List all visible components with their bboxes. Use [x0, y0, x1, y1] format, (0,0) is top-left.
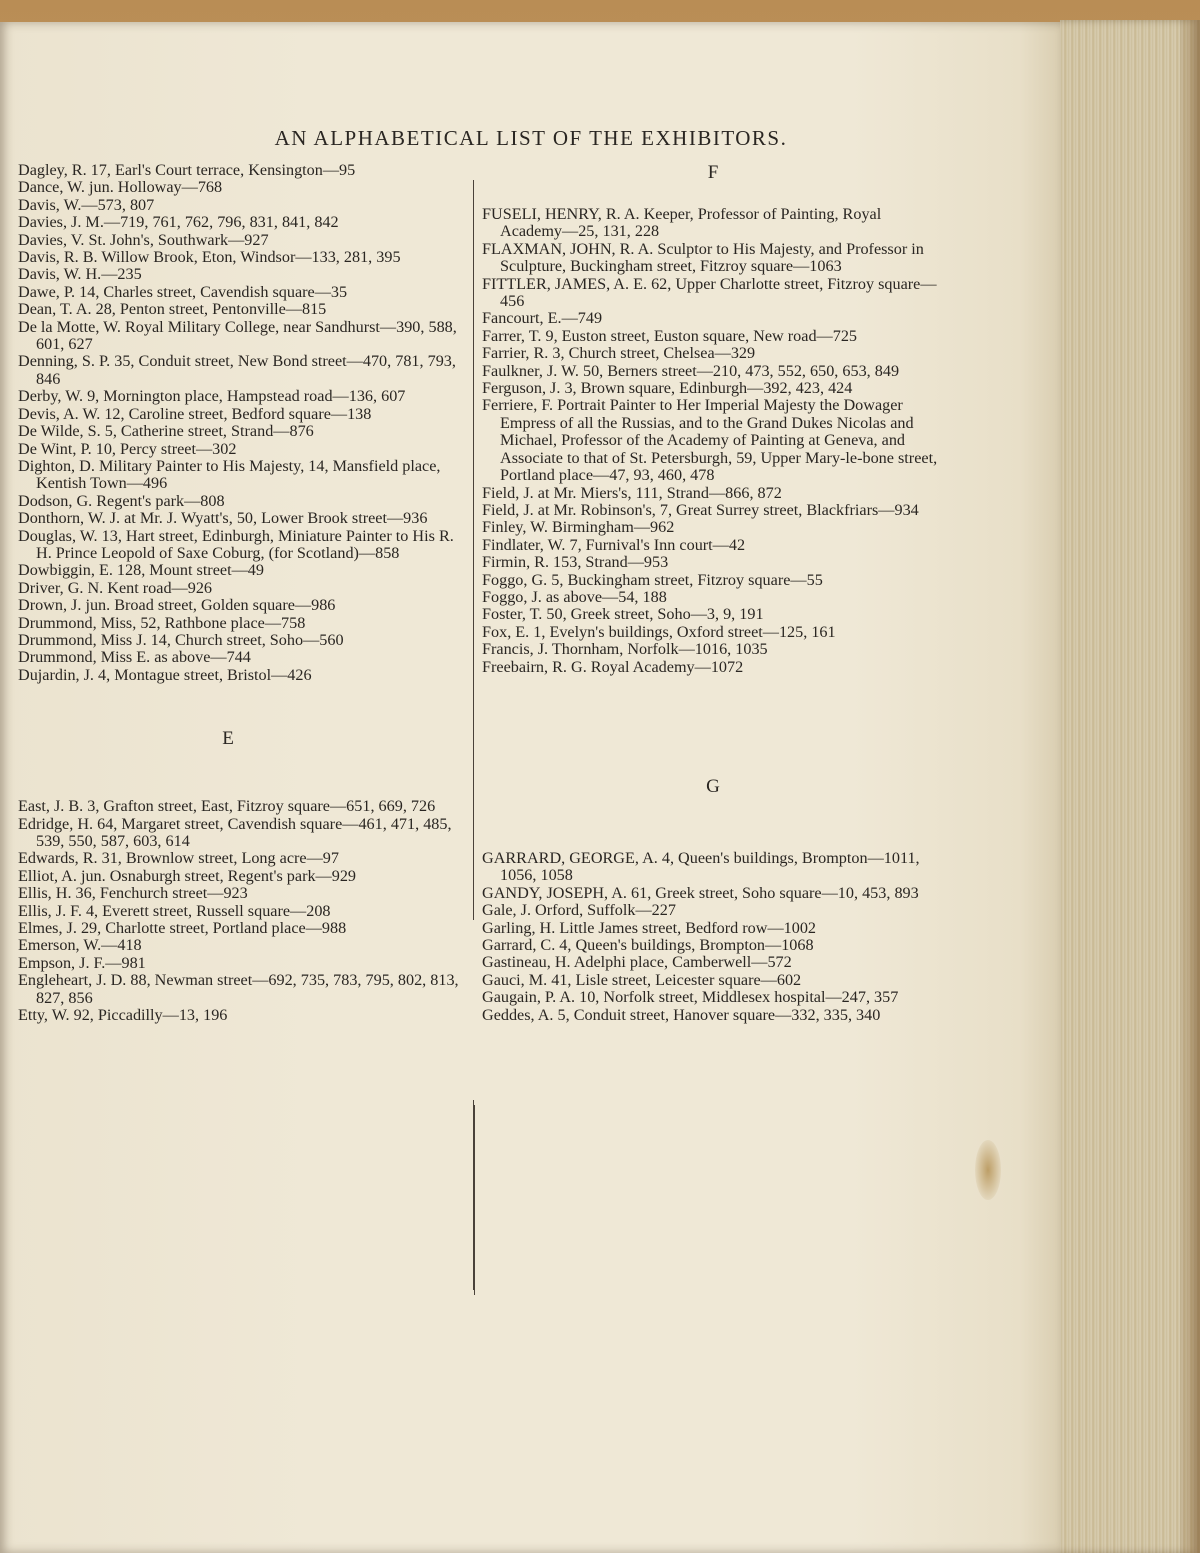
list-item: GARRARD, GEORGE, A. 4, Queen's buildings, Brompton—1011, 1056, 1058	[482, 848, 920, 885]
list-item: FUSELI, HENRY, R. A. Keeper, Professor of Painting, Royal Academy—25, 131, 228	[482, 205, 882, 241]
list-item: De Wilde, S. 5, Catherine street, Strand—876	[18, 422, 314, 441]
section-d-list	[18, 162, 468, 684]
spacer	[482, 184, 944, 206]
spacer	[482, 798, 944, 850]
list-item: Gauci, M. 41, Lisle street, Leicester square—602	[482, 970, 802, 989]
left-column	[18, 162, 468, 1024]
list-item: Dawe, P. 14, Charles street, Cavendish square—35	[18, 282, 348, 301]
right-column	[482, 162, 944, 1024]
list-item: Faulkner, J. W. 50, Berners street—210, 473, 552, 650, 653, 849	[482, 361, 900, 380]
spacer	[482, 724, 944, 776]
list-item: Geddes, A. 5, Conduit street, Hanover square—332, 335, 340	[482, 1005, 881, 1024]
page-title: AN ALPHABETICAL LIST OF THE EXHIBITORS.	[274, 126, 788, 150]
list-item: FLAXMAN, JOHN, R. A. Sculptor to His Majesty, and Professor in Sculpture, Buckingham street, Fitzroy square—1063	[482, 239, 924, 276]
list-item: Elmes, J. 29, Charlotte street, Portland place—988	[18, 919, 347, 938]
list-item: Elliot, A. jun. Osnaburgh street, Regent's park—929	[18, 866, 357, 885]
list-item: Foster, T. 50, Greek street, Soho—3, 9, 191	[482, 605, 764, 624]
list-item: Finley, W. Birmingham—962	[482, 518, 675, 537]
list-item: Farrier, R. 3, Church street, Chelsea—329	[482, 344, 756, 363]
list-item: Fancourt, E.—749	[482, 309, 603, 328]
spacer	[482, 676, 944, 724]
list-item: Dowbiggin, E. 128, Mount street—49	[18, 561, 264, 580]
list-item: Emerson, W.—418	[18, 936, 142, 955]
section-f-list	[482, 206, 944, 676]
list-item: Fox, E. 1, Evelyn's buildings, Oxford street—125, 161	[482, 622, 836, 641]
page-edge	[1060, 20, 1200, 1553]
list-item: Foggo, J. as above—54, 188	[482, 587, 667, 606]
list-item: Francis, J. Thornham, Norfolk—1016, 1035	[482, 640, 768, 659]
list-item: Ellis, J. F. 4, Everett street, Russell square—208	[18, 901, 331, 920]
list-item: Dagley, R. 17, Earl's Court terrace, Kensington—95	[18, 161, 356, 179]
list-item: Drummond, Miss, 52, Rathbone place—758	[18, 613, 306, 632]
list-item: Engleheart, J. D. 88, Newman street—692, 735, 783, 795, 802, 813, 827, 856	[18, 971, 459, 1007]
list-item: Etty, W. 92, Piccadilly—13, 196	[18, 1006, 228, 1025]
list-item: De Wint, P. 10, Percy street—302	[18, 439, 237, 458]
paper-stain	[975, 1140, 1001, 1200]
list-item: Gale, J. Orford, Suffolk—227	[482, 901, 676, 920]
section-e-list	[18, 798, 468, 1024]
list-item: Dighton, D. Military Painter to His Majesty, 14, Mansfield place, Kentish Town—496	[18, 456, 441, 493]
list-item: Davis, W.—573, 807	[18, 195, 155, 214]
list-item: Ferriere, F. Portrait Painter to Her Imperial Majesty the Dowager Empress of all the Russias, and to the Grand Dukes Nicolas and Michael, Professor of the Academy of Painting at Geneva, and Associate to that of St. Petersburgh, 59, Upper Mary-le-bone street, Portland place—47, 93, 460, 478	[482, 396, 938, 485]
list-item: Gaugain, P. A. 10, Norfolk street, Middlesex hospital—247, 357	[482, 988, 899, 1007]
list-item: Field, J. at Mr. Miers's, 111, Strand—866, 872	[482, 483, 782, 502]
list-item: East, J. B. 3, Grafton street, East, Fitzroy square—651, 669, 726	[18, 797, 436, 816]
list-item: Driver, G. N. Kent road—926	[18, 578, 213, 597]
list-item: Field, J. at Mr. Robinson's, 7, Great Surrey street, Blackfriars—934	[482, 500, 919, 519]
list-item: Dujardin, J. 4, Montague street, Bristol—426	[18, 665, 312, 684]
list-item: Edridge, H. 64, Margaret street, Cavendish square—461, 471, 485, 539, 550, 587, 603, 614	[18, 814, 452, 850]
section-heading-f: F	[707, 162, 719, 183]
list-item: Empson, J. F.—981	[18, 953, 146, 972]
list-item: Drummond, Miss J. 14, Church street, Soho—560	[18, 630, 344, 649]
list-item: Edwards, R. 31, Brownlow street, Long acre—97	[18, 849, 339, 868]
spacer	[18, 684, 468, 728]
list-item: GANDY, JOSEPH, A. 61, Greek street, Soho square—10, 453, 893	[482, 883, 919, 902]
column-divider-gap	[471, 920, 477, 1100]
list-item: Findlater, W. 7, Furnival's Inn court—42	[482, 535, 746, 554]
list-item: Firmin, R. 153, Strand—953	[482, 553, 669, 572]
list-item: Gastineau, H. Adelphi place, Camberwell—572	[482, 953, 792, 972]
list-item: FITTLER, JAMES, A. E. 62, Upper Charlotte street, Fitzroy square—456	[482, 274, 937, 311]
list-item: Davis, W. H.—235	[18, 265, 142, 284]
list-item: Davis, R. B. Willow Brook, Eton, Windsor—133, 281, 395	[18, 248, 401, 267]
spacer	[18, 750, 468, 798]
list-item: De la Motte, W. Royal Military College, near Sandhurst—390, 588, 601, 627	[18, 317, 457, 354]
list-item: Ellis, H. 36, Fenchurch street—923	[18, 884, 248, 903]
list-item: Davies, V. St. John's, Southwark—927	[18, 230, 269, 249]
list-item: Denning, S. P. 35, Conduit street, New Bond street—470, 781, 793, 846	[18, 352, 456, 388]
list-item: Douglas, W. 13, Hart street, Edinburgh, Miniature Painter to His R. H. Prince Leopold of Saxe Coburg, (for Scotland)—858	[18, 526, 454, 562]
list-item: Drown, J. jun. Broad street, Golden square—986	[18, 596, 336, 615]
list-item: Devis, A. W. 12, Caroline street, Bedford square—138	[18, 404, 372, 423]
section-heading-g: G	[706, 775, 720, 797]
list-item: Garling, H. Little James street, Bedford row—1002	[482, 918, 817, 937]
list-item: Foggo, G. 5, Buckingham street, Fitzroy square—55	[482, 570, 823, 589]
list-item: Dean, T. A. 28, Penton street, Pentonville—815	[18, 300, 327, 319]
list-item: Dance, W. jun. Holloway—768	[18, 178, 223, 197]
list-item: Davies, J. M.—719, 761, 762, 796, 831, 841, 842	[18, 213, 339, 232]
list-item: Drummond, Miss E. as above—744	[18, 648, 251, 667]
list-item: Donthorn, W. J. at Mr. J. Wyatt's, 50, Lower Brook street—936	[18, 509, 428, 528]
list-item: Farrer, T. 9, Euston street, Euston square, New road—725	[482, 326, 858, 345]
list-item: Freebairn, R. G. Royal Academy—1072	[482, 657, 744, 676]
section-heading-e: E	[222, 728, 234, 750]
list-item: Garrard, C. 4, Queen's buildings, Brompton—1068	[482, 936, 814, 954]
list-item: Derby, W. 9, Mornington place, Hampstead road—136, 607	[18, 387, 406, 406]
section-g-list	[482, 850, 944, 1024]
list-item: Dodson, G. Regent's park—808	[18, 491, 225, 510]
column-divider-lower	[474, 1105, 475, 1295]
list-item: Ferguson, J. 3, Brown square, Edinburgh—392, 423, 424	[482, 379, 853, 398]
